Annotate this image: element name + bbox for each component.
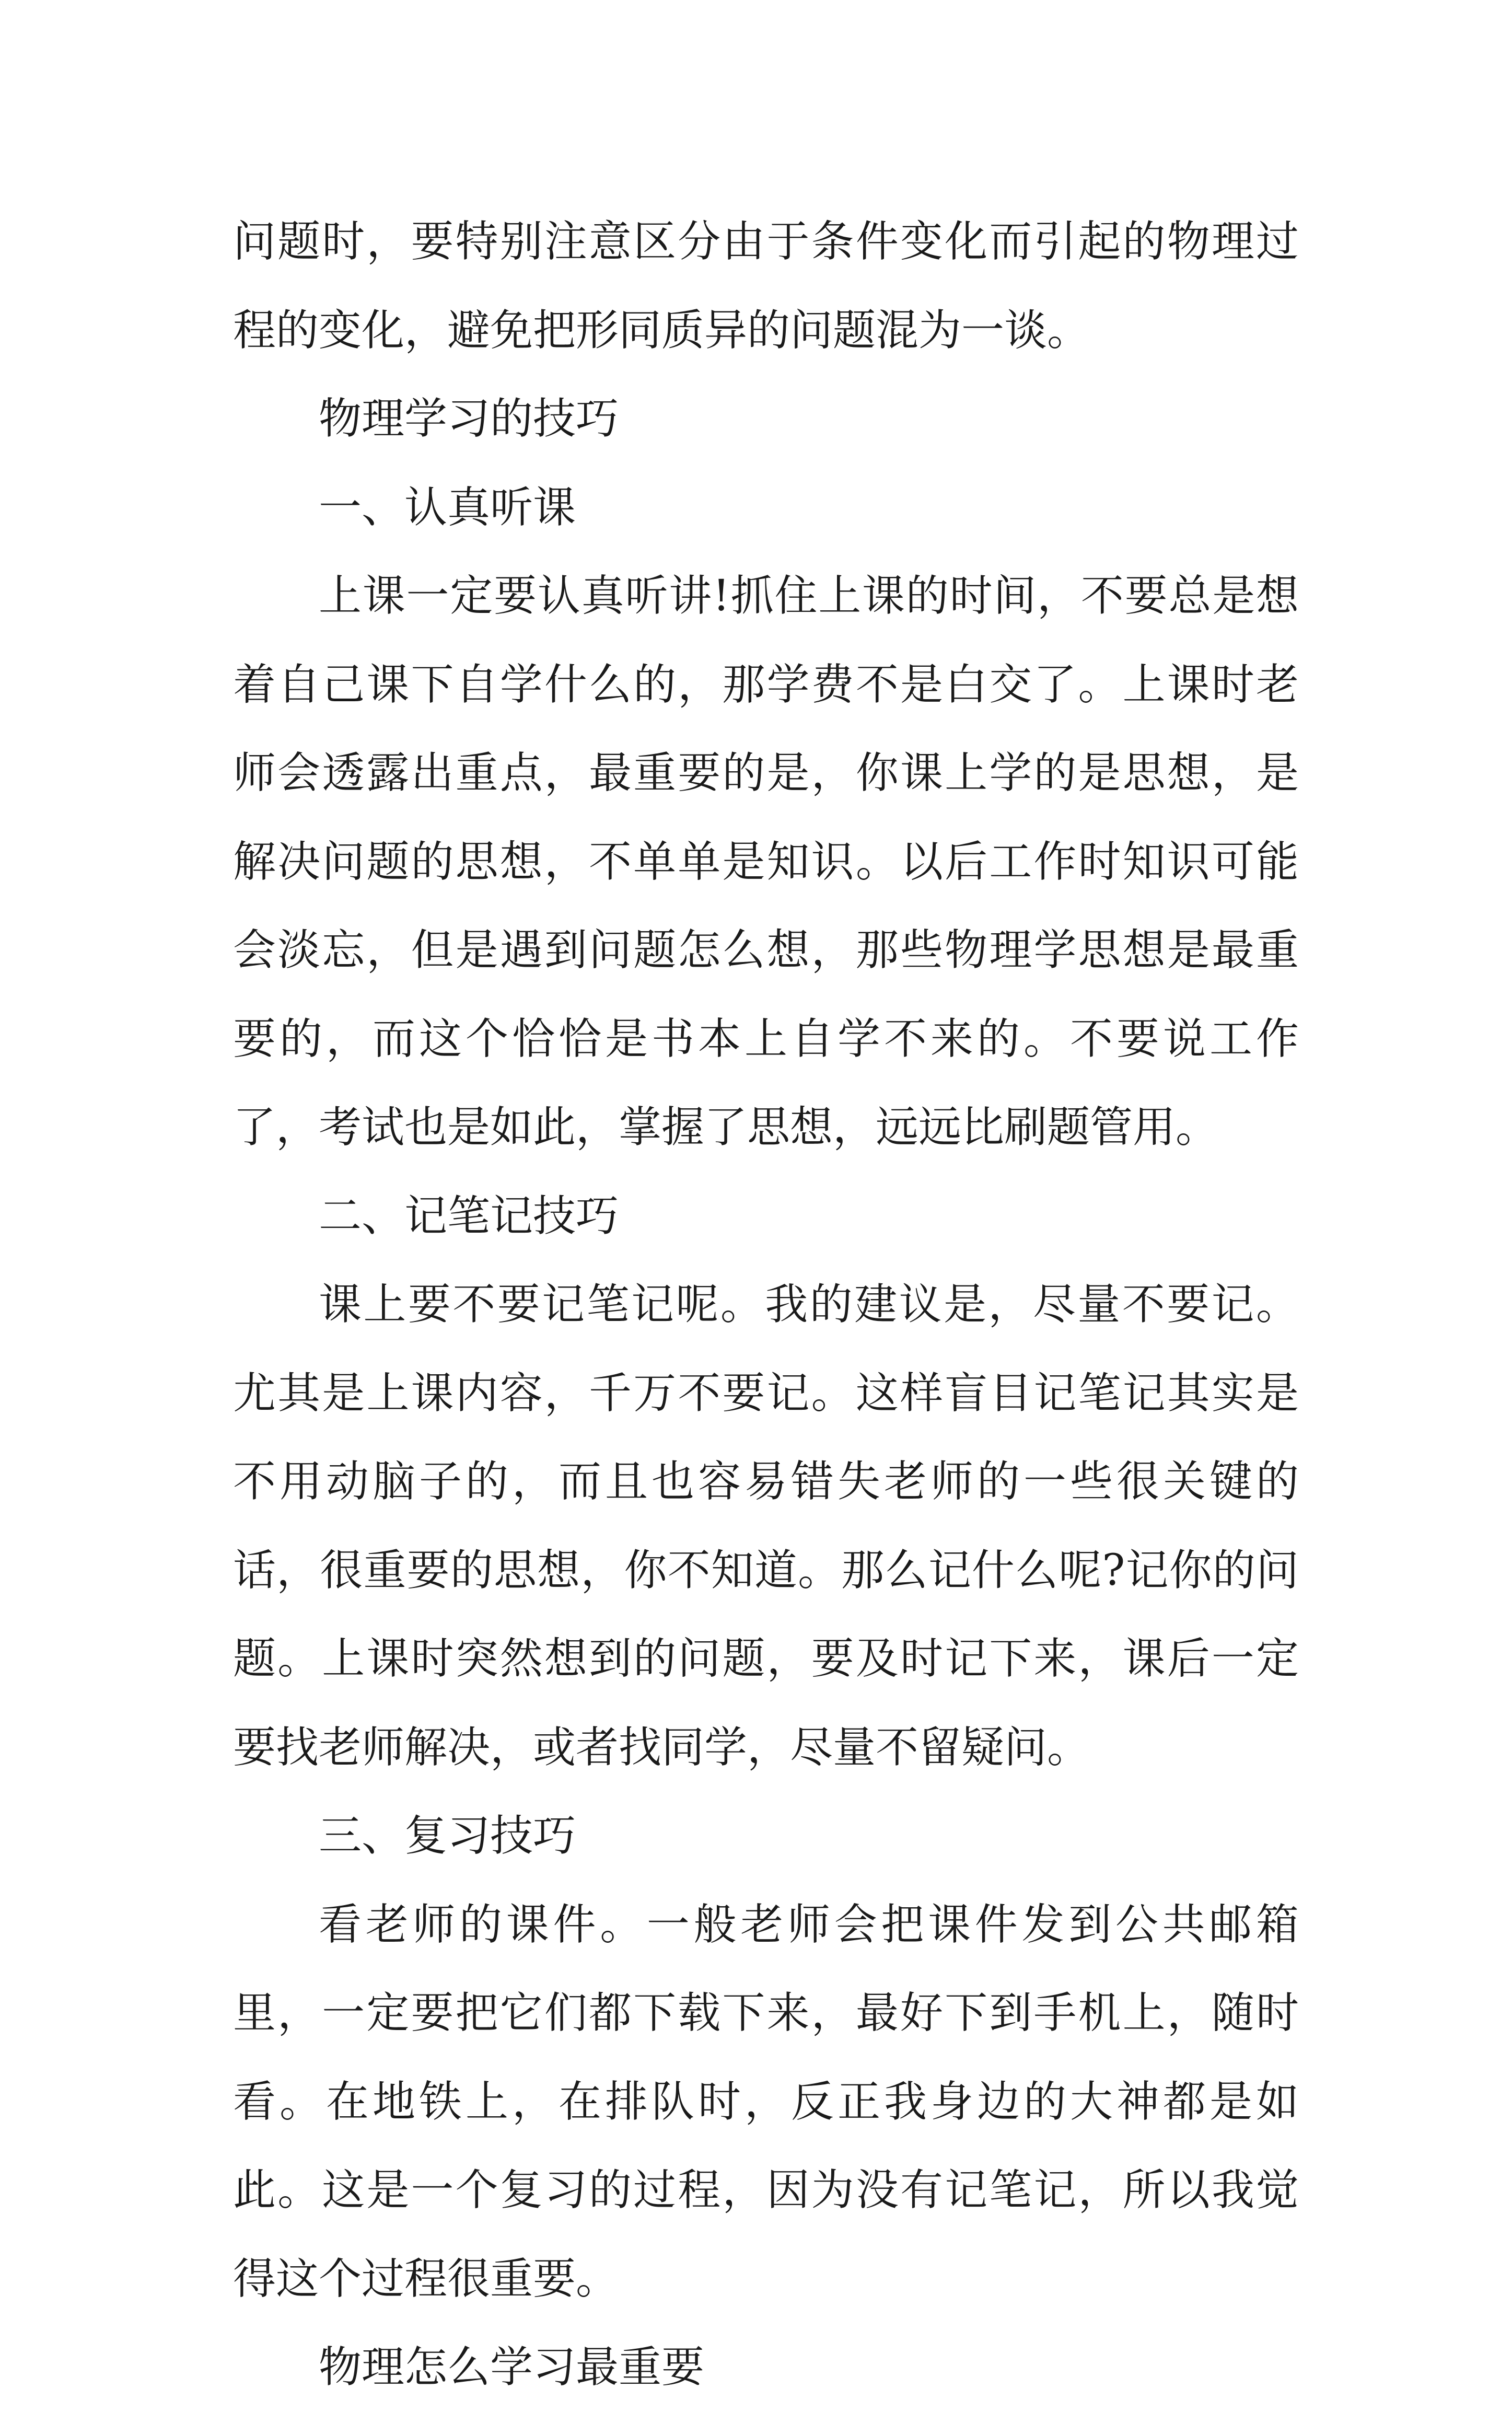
paragraph-note-taking: 课上要不要记笔记呢。我的建议是，尽量不要记。尤其是上课内容，千万不要记。这样盲目记笔记其实是不用动脑子的，而且也容易错失老师的一些很关键的话，很重要的思想，你不知道。那么记什么呢?记你的问题。上课时突然想到的问题，要及时记下来，课后一定要找老师解决，或者找同学，尽量不留疑问。	[233, 1280, 1299, 1772]
paragraph-review: 看老师的课件。一般老师会把课件发到公共邮箱里，一定要把它们都下载下来，最好下到手机上，随时看。在地铁上，在排队时，反正我身边的大神都是如此。这是一个复习的过程，因为没有记笔记，所以我觉得这个过程很重要。	[233, 1899, 1299, 2304]
section-heading-review: 三、复习技巧	[319, 1811, 576, 1861]
section-heading-physics-tips: 物理学习的技巧	[319, 394, 619, 444]
section-heading-note-taking: 二、记笔记技巧	[319, 1191, 619, 1241]
document-body	[233, 198, 1299, 2412]
section-heading-listen-in-class: 一、认真听课	[319, 482, 576, 532]
paragraph-continued: 问题时，要特别注意区分由于条件变化而引起的物理过程的变化，避免把形同质异的问题混为一谈。	[233, 217, 1299, 355]
section-heading-how-to-learn: 物理怎么学习最重要	[319, 2343, 705, 2392]
paragraph-listen-in-class: 上课一定要认真听讲!抓住上课的时间，不要总是想着自己课下自学什么的，那学费不是白交了。上课时老师会透露出重点，最重要的是，你课上学的是思想，是解决问题的思想，不单单是知识。以后工作时知识可能会淡忘，但是遇到问题怎么想，那些物理学思想是最重要的，而这个恰恰是书本上自学不来的。不要说工作了，考试也是如此，掌握了思想，远远比刷题管用。	[233, 571, 1299, 1152]
